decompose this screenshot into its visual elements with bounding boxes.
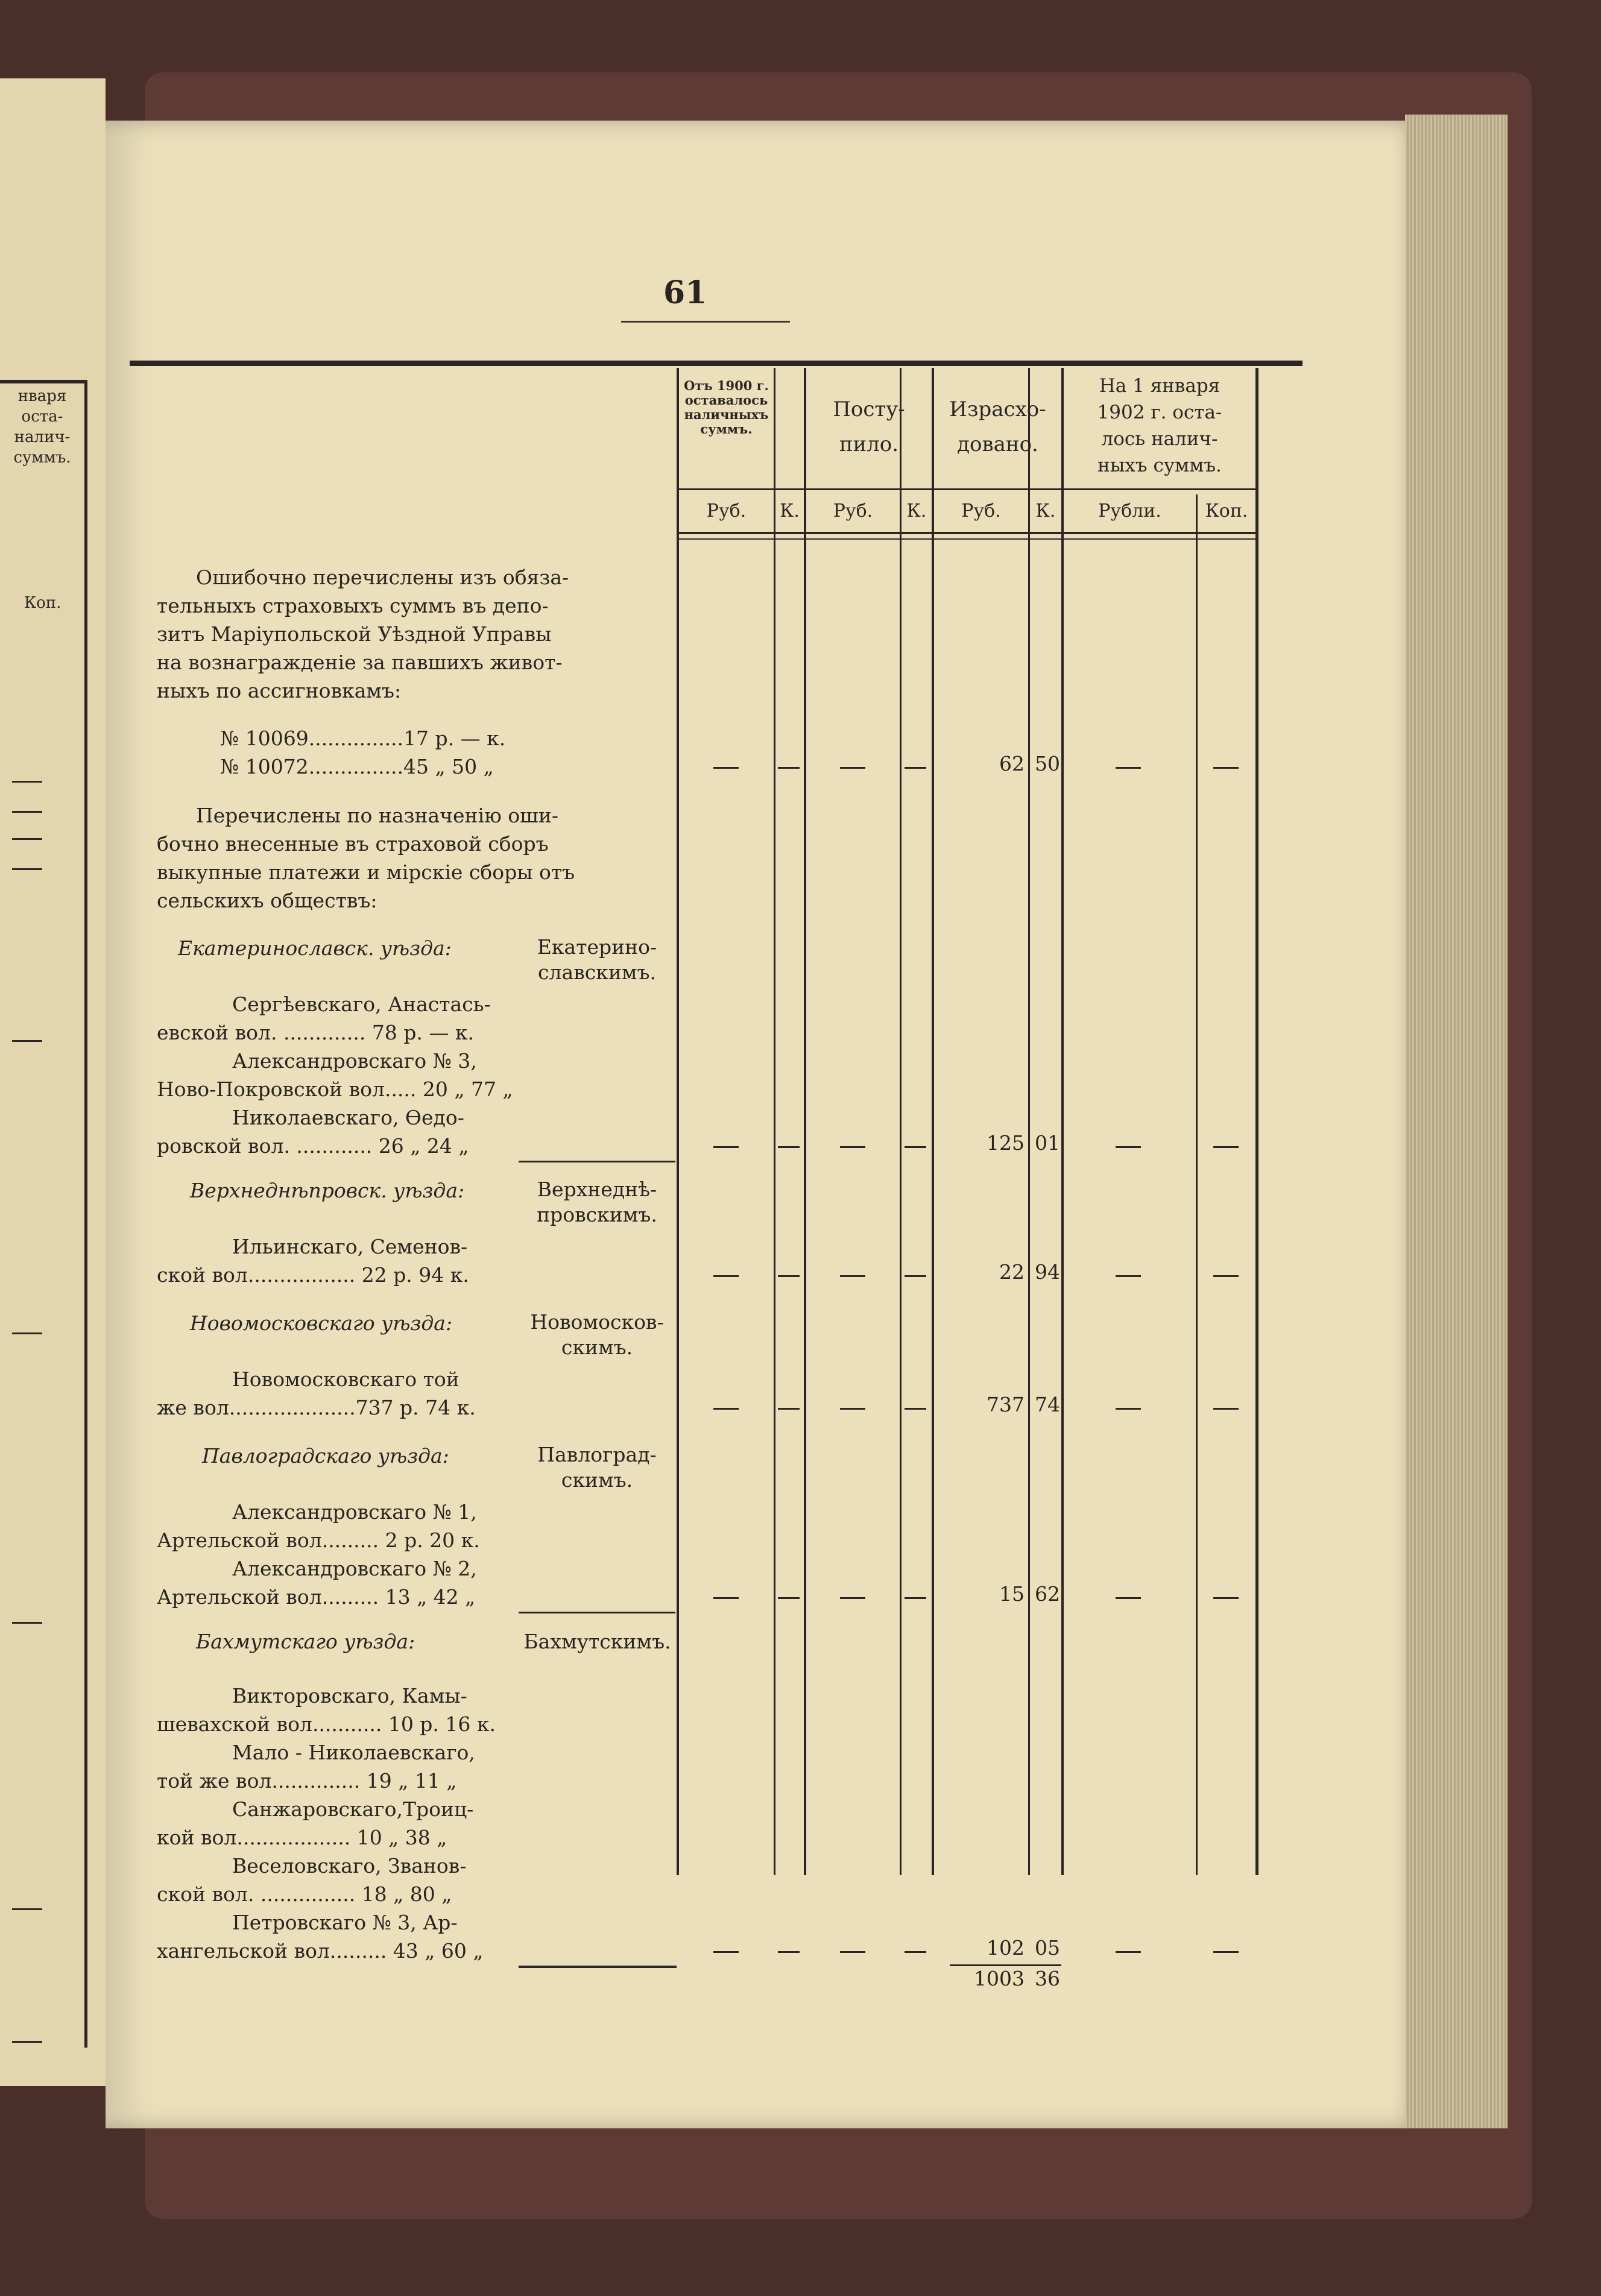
p2-line-1: Перечислены по назначенію оши- [196, 804, 558, 827]
intro-line-4: на вознагражденіе за павшихъ живот- [157, 651, 563, 674]
sub-rub-3: Руб. [961, 500, 1001, 522]
u1-line-1: Сергѣевскаго, Анастась- [232, 992, 491, 1016]
left-page [0, 78, 106, 2086]
uezd3-name: Новомосковскаго уѣзда: [190, 1311, 453, 1335]
r4-kop: 74 [1035, 1393, 1060, 1416]
col-header-spent: Израсхо- довано. [949, 397, 1046, 456]
sub-rubli-4: Рубли. [1098, 500, 1161, 522]
u5-line-6: кой вол.................. 10 „ 38 „ [157, 1826, 447, 1849]
uezd4-name: Павлоградскаго уѣзда: [202, 1444, 449, 1468]
u2-line-1: Ильинскаго, Семенов- [232, 1235, 468, 1258]
r1-kop: 50 [1035, 752, 1060, 775]
ticket-10072: № 10072...............45 „ 50 „ [220, 755, 494, 778]
u5-line-4: той же вол.............. 19 „ 11 „ [157, 1769, 457, 1793]
u5-line-5: Санжаровскаго,Троиц- [232, 1797, 474, 1821]
sub-k-3: К. [1035, 500, 1056, 522]
u1-line-2: евской вол. ............. 78 р. — к. [157, 1021, 475, 1044]
sub-rub-1: Руб. [706, 500, 747, 522]
u2-line-2: ской вол................. 22 р. 94 к. [157, 1263, 469, 1287]
uezd3-recipient: Новомосков- скимъ. [530, 1310, 664, 1359]
left-table-frame [0, 380, 87, 2048]
intro-line-2: тельныхъ страховыхъ суммъ въ депо- [157, 594, 549, 617]
page-edges [1405, 115, 1508, 2128]
r3-kop: 94 [1035, 1260, 1060, 1284]
u3-line-2: же вол....................737 р. 74 к. [157, 1396, 476, 1419]
p2-line-2: бочно внесенные въ страховой сборъ [157, 832, 549, 856]
r6-rub: 102 [987, 1936, 1025, 1960]
left-kop-label: Коп. [24, 594, 62, 612]
u5-line-9: Петровскаго № 3, Ар- [232, 1911, 458, 1934]
sub-k-1: К. [780, 500, 800, 522]
total-rub: 1003 [974, 1967, 1025, 1990]
u5-line-3: Мало - Николаевскаго, [232, 1741, 475, 1764]
u1-line-3: Александровскаго № 3, [232, 1049, 477, 1073]
uezd5-recipient: Бахмутскимъ. [523, 1630, 671, 1653]
u1-line-5: Николаевскаго, Ѳедо- [232, 1106, 464, 1129]
left-column-header: нваря оста- налич- суммъ. [13, 387, 71, 467]
u5-line-2: шевахской вол........... 10 р. 16 к. [157, 1712, 496, 1736]
col-header-received: Посту- пило. [833, 397, 905, 456]
u5-line-8: ской вол. ............... 18 „ 80 „ [157, 1882, 452, 1906]
uezd5-name: Бахмутскаго уѣзда: [196, 1630, 415, 1653]
u5-line-1: Викторовскаго, Камы- [232, 1684, 467, 1708]
uezd4-recipient: Павлоград- скимъ. [537, 1443, 657, 1492]
col-header-1900: Отъ 1900 г. оставалось наличныхъ суммъ. [684, 378, 769, 437]
intro-line-1: Ошибочно перечислены изъ обяза- [196, 566, 569, 589]
u1-line-4: Ново-Покровской вол..... 20 „ 77 „ [157, 1077, 513, 1101]
p2-line-3: выкупные платежи и мірскіе сборы отъ [157, 860, 575, 884]
ticket-10069: № 10069...............17 р. — к. [220, 727, 506, 750]
uezd2-name: Верхнеднѣпровск. уѣзда: [190, 1179, 465, 1202]
r1-rub: 62 [999, 752, 1025, 775]
u4-line-3: Александровскаго № 2, [232, 1557, 477, 1580]
page-number: 61 [663, 274, 707, 311]
u4-line-4: Артельской вол......... 13 „ 42 „ [157, 1585, 476, 1609]
sub-rub-2: Руб. [833, 500, 873, 522]
intro-line-3: зитъ Маріупольской Уѣздной Управы [157, 622, 552, 646]
u5-line-7: Веселовскаго, Званов- [232, 1854, 467, 1878]
u4-line-2: Артельской вол......... 2 р. 20 к. [157, 1528, 480, 1552]
uezd1-name: Екатеринославск. уѣзда: [178, 936, 452, 960]
intro-line-5: ныхъ по ассигновкамъ: [157, 679, 402, 702]
page-number-rule [621, 321, 790, 323]
uezd2-recipient: Верхнеднѣ- провскимъ. [537, 1178, 657, 1226]
sub-kop-4: Коп. [1205, 500, 1248, 522]
uezd1-recipient: Екатерино- славскимъ. [537, 935, 657, 984]
r4-rub: 737 [987, 1393, 1025, 1416]
r6-kop: 05 [1035, 1936, 1060, 1960]
u4-line-1: Александровскаго № 1, [232, 1500, 477, 1524]
sub-k-2: К. [906, 500, 927, 522]
r2-rub: 125 [987, 1131, 1025, 1155]
u1-line-6: ровской вол. ............ 26 „ 24 „ [157, 1134, 469, 1158]
r2-kop: 01 [1035, 1131, 1060, 1155]
col-header-remaining: На 1 января 1902 г. оста- лось налич- ныхъ суммъ. [1097, 375, 1222, 476]
top-rule [130, 361, 1303, 366]
u5-line-10: хангельской вол......... 43 „ 60 „ [157, 1939, 484, 1963]
r3-rub: 22 [999, 1260, 1025, 1284]
u3-line-1: Новомосковскаго той [232, 1367, 459, 1391]
r5-rub: 15 [999, 1582, 1025, 1606]
p2-line-4: сельскихъ обществъ: [157, 889, 377, 912]
total-kop: 36 [1035, 1967, 1060, 1990]
r5-kop: 62 [1035, 1582, 1060, 1606]
